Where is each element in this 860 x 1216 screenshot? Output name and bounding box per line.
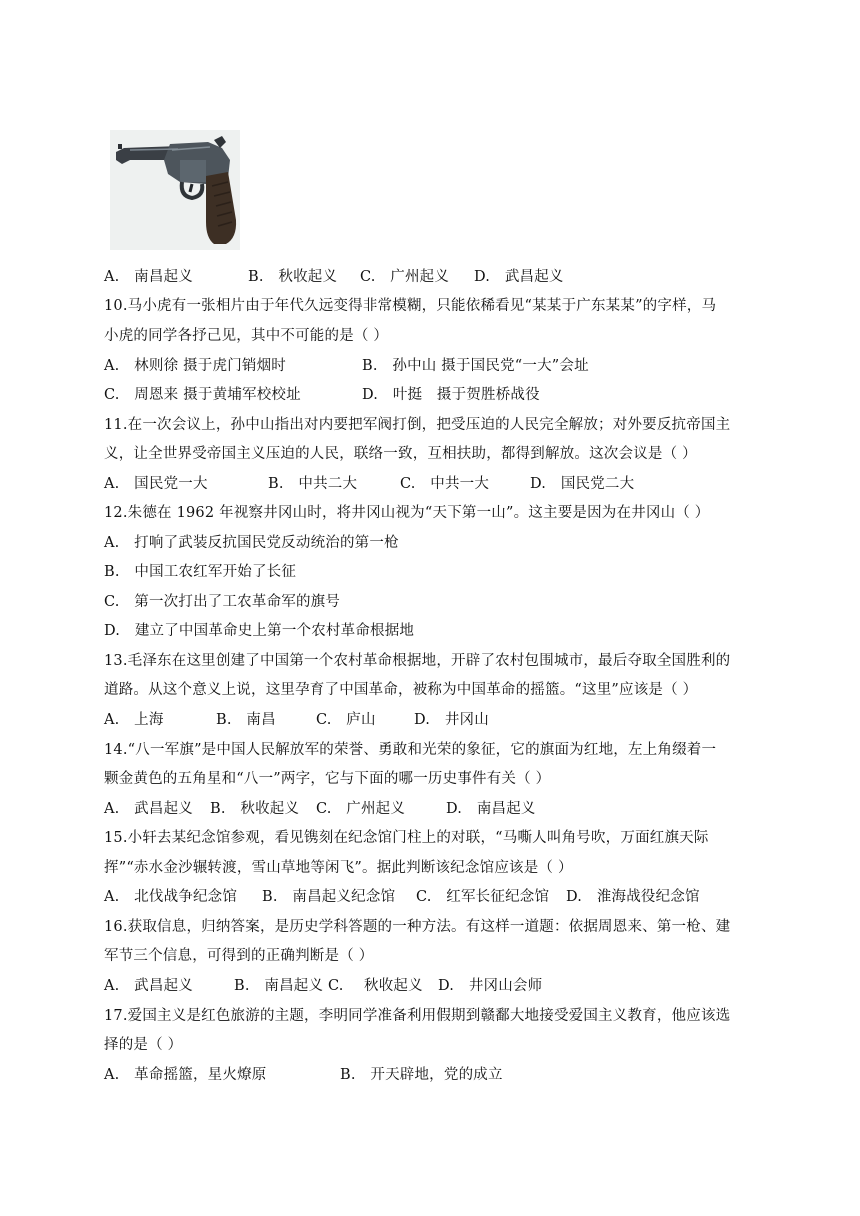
q16-stem-line1: 16.获取信息，归纳答案，是历史学科答题的一种方法。有这样一道题：依据周恩来、第一枪、建 <box>104 919 731 935</box>
q9-option-a: A. 南昌起义 <box>104 269 193 285</box>
q15-option-a: A. 北伐战争纪念馆 <box>104 889 238 905</box>
q11-option-c: C. 中共一大 <box>400 476 490 492</box>
q17-stem-line1: 17.爱国主义是红色旅游的主题，李明同学准备利用假期到赣鄱大地接受爱国主义教育，他应该选 <box>104 1008 731 1024</box>
q10-stem-line2: 小虎的同学各抒己见，其中不可能的是（ ） <box>104 328 389 344</box>
q11-stem-line1: 11.在一次会议上，孙中山指出对内要把军阀打倒，把受压迫的人民完全解放；对外要反抗帝国主 <box>104 417 731 433</box>
q15-option-d: D. 淮海战役纪念馆 <box>566 889 700 905</box>
q16-option-c: 秋收起义 <box>364 978 423 994</box>
q11-option-a: A. 国民党一大 <box>104 476 208 492</box>
pistol-icon <box>110 130 240 250</box>
q12-stem-line1: 12.朱德在 1962 年视察井冈山时，将井冈山视为“天下第一山”。这主要是因为在井冈山（ ） <box>104 505 710 521</box>
q10-option-b: B. 孙中山 摄于国民党“一大”会址 <box>362 358 589 374</box>
q16-option-d: D. 井冈山会师 <box>438 978 543 994</box>
q13-option-d: D. 井冈山 <box>414 712 489 728</box>
q14-stem-line2: 颗金黄色的五角星和“八一”两字，它与下面的哪一历史事件有关（ ） <box>104 771 551 787</box>
q13-option-b: B. 南昌 <box>216 712 276 728</box>
q12-option-c: C. 第一次打出了工农革命军的旗号 <box>104 594 341 610</box>
q13-stem-line2: 道路。从这个意义上说，这里孕育了中国革命，被称为中国革命的摇篮。“这里”应该是（ ） <box>104 682 698 698</box>
q9-option-b: B. 秋收起义 <box>248 269 338 285</box>
q12-option-b: B. 中国工农红军开始了长征 <box>104 564 297 580</box>
q14-option-d: D. 南昌起义 <box>446 801 536 817</box>
q13-stem-line1: 13.毛泽东在这里创建了中国第一个农村革命根据地，开辟了农村包围城市，最后夺取全国胜利的 <box>104 653 731 669</box>
q14-option-a: A. 武昌起义 <box>104 801 193 817</box>
q10-stem-line1: 10.马小虎有一张相片由于年代久远变得非常模糊，只能依稀看见“某某于广东某某”的字样，马 <box>104 298 717 314</box>
q14-option-b: B. 秋收起义 <box>210 801 300 817</box>
q15-stem-line1: 15.小轩去某纪念馆参观，看见镌刻在纪念馆门柱上的对联，“马嘶人叫角号吹，万面红旗天际 <box>104 830 709 846</box>
q12-option-d: D. 建立了中国革命史上第一个农村革命根据地 <box>104 623 415 639</box>
q16-stem-line2: 军节三个信息，可得到的正确判断是（ ） <box>104 948 374 964</box>
q15-stem-line2: 挥”“赤水金沙辗转渡，雪山草地等闲飞”。据此判断该纪念馆应该是（ ） <box>104 860 573 876</box>
q15-option-c: C. 红军长征纪念馆 <box>416 889 550 905</box>
q17-option-a: A. 革命摇篮，星火燎原 <box>104 1067 267 1083</box>
q11-stem-line2: 义，让全世界受帝国主义压迫的人民，联络一致，互相扶助，都得到解放。这次会议是（ ） <box>104 446 697 462</box>
q9-option-d: D. 武昌起义 <box>474 269 564 285</box>
q17-option-b: B. 开天辟地，党的成立 <box>340 1067 503 1083</box>
q11-option-b: B. 中共二大 <box>268 476 358 492</box>
q11-option-d: D. 国民党二大 <box>530 476 635 492</box>
q14-option-c: C. 广州起义 <box>316 801 406 817</box>
q10-option-a: A. 林则徐 摄于虎门销烟时 <box>104 358 286 374</box>
q9-option-c: C. 广州起义 <box>360 269 450 285</box>
q16-option-b: B. 南昌起义 C. <box>234 978 344 994</box>
q16-option-a: A. 武昌起义 <box>104 978 193 994</box>
q10-option-d: D. 叶挺 摄于贺胜桥战役 <box>362 387 540 403</box>
q12-option-a: A. 打响了武装反抗国民党反动统治的第一枪 <box>104 535 399 551</box>
q13-option-a: A. 上海 <box>104 712 164 728</box>
q10-option-c: C. 周恩来 摄于黄埔军校校址 <box>104 387 301 403</box>
q13-option-c: C. 庐山 <box>316 712 376 728</box>
pistol-image <box>110 130 240 250</box>
q15-option-b: B. 南昌起义纪念馆 <box>262 889 396 905</box>
q17-stem-line2: 择的是（ ） <box>104 1037 183 1053</box>
q14-stem-line1: 14.“八一军旗”是中国人民解放军的荣誉、勇敢和光荣的象征，它的旗面为红地，左上角缀着一 <box>104 742 717 758</box>
